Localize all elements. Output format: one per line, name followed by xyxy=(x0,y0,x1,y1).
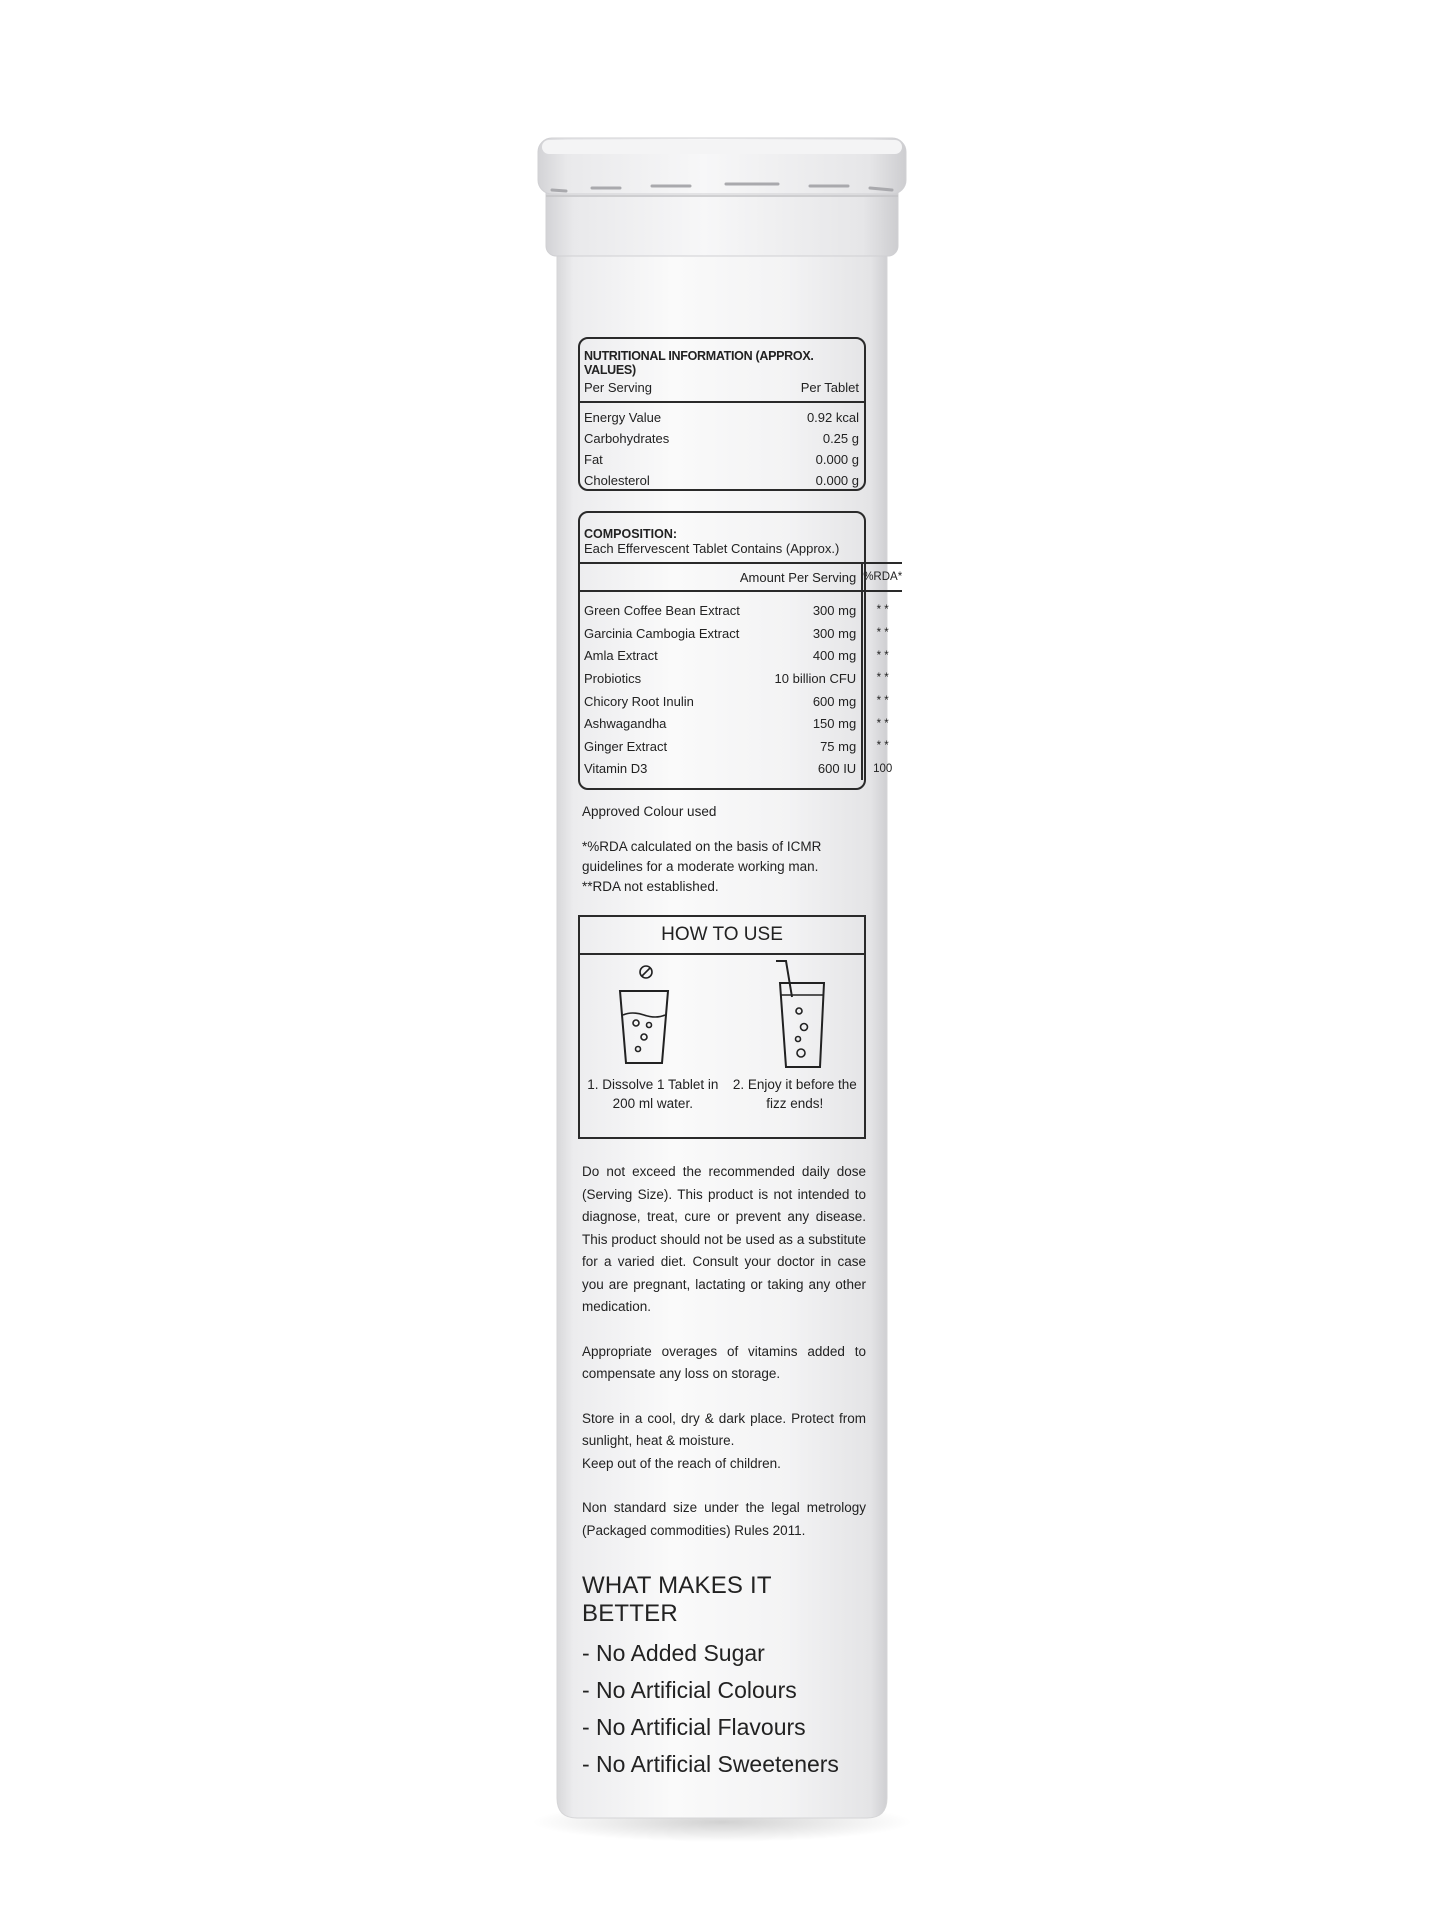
nutrition-row xyxy=(584,473,859,494)
step-1 xyxy=(587,1075,718,1113)
ingredient-name: Chicory Root Inulin xyxy=(584,693,694,709)
nutrition-row xyxy=(584,431,859,452)
ingredient-name: Probiotics xyxy=(584,670,642,686)
better-item: - No Added Sugar xyxy=(582,1640,765,1666)
ingredient-amount: 300 mg xyxy=(812,602,857,618)
storage-text: Store in a cool, dry & dark place. Protect from sunlight, heat & moisture. xyxy=(582,1410,866,1448)
table-row xyxy=(580,622,902,645)
ingredient-amount: 400 mg xyxy=(812,648,857,664)
how-to-use-icons xyxy=(580,955,864,1075)
step-1-line: 1. Dissolve 1 Tablet in xyxy=(587,1077,719,1092)
composition-title: COMPOSITION: xyxy=(584,527,678,541)
warning-paragraph: Do not exceed the recommended daily dose (Serving Size). This product is not intended to diagnose, treat, cure or prevent any disease. This product should not be used as a substitute for a varied diet. Consult your doctor in case you are pregnant, lactating or taking any other medication. xyxy=(582,1164,866,1314)
ingredient-rda: 100 xyxy=(862,758,902,781)
ingredient-name: Green Coffee Bean Extract xyxy=(584,602,740,618)
storage-paragraph xyxy=(582,1408,866,1476)
nutrition-name: Carbohydrates xyxy=(584,431,670,446)
better-title: WHAT MAKES IT BETTER xyxy=(582,1572,772,1627)
composition-panel xyxy=(578,511,903,790)
nutrition-name: Energy Value xyxy=(584,410,662,425)
ingredient-name: Amla Extract xyxy=(584,648,658,664)
rda-footnote xyxy=(582,837,866,897)
dissolve-tablet-icon xyxy=(614,963,674,1073)
better-item: - No Artificial Flavours xyxy=(582,1714,806,1740)
metrology-paragraph: Non standard size under the legal metrology (Packaged commodities) Rules 2011. xyxy=(582,1500,866,1538)
drink-glass-icon xyxy=(766,957,836,1073)
table-row xyxy=(580,690,902,713)
ingredient-amount: 600 mg xyxy=(812,693,857,709)
ingredient-name: Vitamin D3 xyxy=(584,761,648,777)
rda-note-line: *%RDA calculated on the basis of ICMR xyxy=(582,839,822,854)
ingredient-rda: * * xyxy=(862,622,902,645)
composition-header-row xyxy=(580,563,902,591)
cap-top xyxy=(542,140,902,154)
ingredient-name: Garcinia Cambogia Extract xyxy=(584,625,740,641)
nutrition-row xyxy=(584,452,859,473)
ingredient-rda: * * xyxy=(862,690,902,713)
overages-paragraph: Appropriate overages of vitamins added to compensate any loss on storage. xyxy=(582,1343,866,1381)
ingredient-rda: * * xyxy=(862,712,902,735)
rda-note-line: guidelines for a moderate working man. xyxy=(582,859,819,874)
ingredient-amount: 300 mg xyxy=(812,625,857,641)
table-row xyxy=(580,712,902,735)
table-row xyxy=(580,735,902,758)
nutrition-value: 0.25 g xyxy=(822,431,859,446)
table-row xyxy=(580,591,902,622)
how-to-use-panel xyxy=(578,915,866,1139)
ingredient-amount: 150 mg xyxy=(812,716,857,732)
how-to-use-steps xyxy=(580,1075,864,1113)
table-row xyxy=(580,667,902,690)
ingredient-amount: 75 mg xyxy=(820,738,857,754)
approved-colour-note: Approved Colour used xyxy=(582,804,717,819)
step-2-line: 2. Enjoy it before the xyxy=(732,1077,857,1092)
nutrition-name: Cholesterol xyxy=(584,473,650,488)
table-row xyxy=(580,645,902,668)
better-item: - No Artificial Colours xyxy=(582,1677,797,1703)
better-section xyxy=(582,1572,866,1788)
step-1-line: 200 ml water. xyxy=(612,1096,693,1111)
nutrition-rows xyxy=(580,403,864,494)
product-label xyxy=(578,337,903,1788)
ingredient-rda: * * xyxy=(862,645,902,668)
nutrition-name: Fat xyxy=(584,452,603,467)
nutrition-title-note: (APPROX. VALUES) xyxy=(584,349,814,377)
composition-col-name xyxy=(580,563,740,591)
ingredient-rda: * * xyxy=(862,667,902,690)
composition-header xyxy=(580,513,864,562)
nutrition-value: 0.000 g xyxy=(815,473,859,488)
ingredient-rda: * * xyxy=(862,591,902,622)
nutrition-value: 0.000 g xyxy=(815,452,859,467)
nutrition-header xyxy=(580,339,864,403)
ingredient-name: Ashwagandha xyxy=(584,716,667,732)
nutrition-value: 0.92 kcal xyxy=(806,410,859,425)
nutrition-title xyxy=(584,349,859,377)
step-2 xyxy=(733,1075,857,1113)
children-text: Keep out of the reach of children. xyxy=(582,1455,781,1471)
ingredient-rda: * * xyxy=(862,735,902,758)
ingredient-amount: 600 IU xyxy=(817,761,857,777)
how-to-use-title: HOW TO USE xyxy=(580,917,864,955)
rda-note-line: **RDA not established. xyxy=(582,879,719,894)
nutrition-title-text: NUTRITIONAL INFORMATION xyxy=(584,349,753,363)
nutrition-panel xyxy=(578,337,866,491)
col-amount-label: Amount Per Serving xyxy=(740,563,862,591)
composition-table xyxy=(580,562,902,780)
col-rda-label: %RDA* xyxy=(862,563,902,591)
step-2-line: fizz ends! xyxy=(766,1096,824,1111)
nutrition-row xyxy=(584,410,859,431)
composition-subtitle: Each Effervescent Tablet Contains (Approx.) xyxy=(584,541,840,556)
better-item: - No Artificial Sweeteners xyxy=(582,1751,839,1777)
ingredient-name: Ginger Extract xyxy=(584,738,668,754)
ingredient-amount: 10 billion CFU xyxy=(774,670,857,686)
per-serving-label: Per Serving xyxy=(584,380,652,395)
table-row xyxy=(580,758,902,781)
per-tablet-label: Per Tablet xyxy=(800,380,859,395)
